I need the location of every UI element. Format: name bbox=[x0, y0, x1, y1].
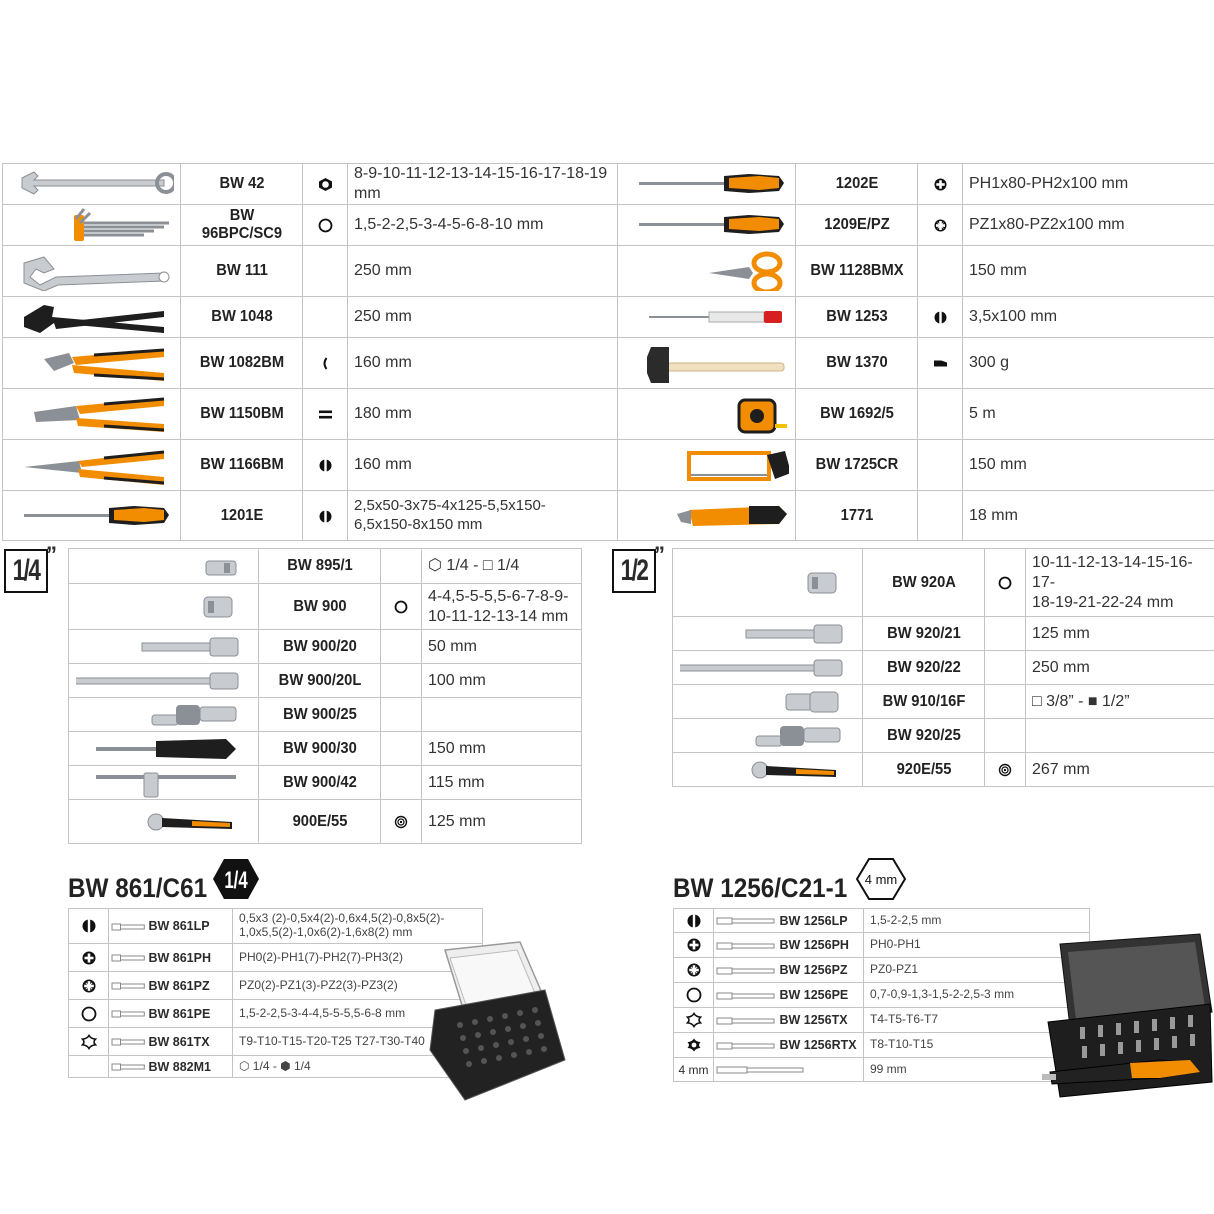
product-spec: 250 mm bbox=[354, 262, 412, 279]
table-row bbox=[673, 549, 1214, 617]
table-row bbox=[69, 732, 582, 766]
product-code: BW 111 bbox=[215, 262, 268, 279]
table-row bbox=[673, 651, 1214, 685]
product-code: BW 920/25 bbox=[886, 726, 961, 744]
product-spec: 0,7-0,9-1,3-1,5-2-2,5-3 mm bbox=[870, 987, 1015, 1002]
phillips-icon bbox=[81, 950, 97, 966]
product-code: BW 861TX bbox=[148, 1034, 210, 1049]
product-spec: 300 g bbox=[969, 354, 1010, 371]
universal-joint-image bbox=[76, 700, 252, 730]
phillips-screwdriver-image bbox=[629, 164, 789, 204]
product-spec: 250 mm bbox=[1032, 658, 1090, 676]
product-code: BW 900/42 bbox=[282, 773, 357, 791]
bit-image bbox=[716, 1016, 776, 1026]
quarter-inch-badge: 1/4 bbox=[4, 549, 48, 593]
product-spec: 267 mm bbox=[1032, 760, 1090, 778]
product-code: BW 861LP bbox=[148, 919, 210, 933]
product-spec: T9-T10-T15-T20-T25 T27-T30-T40 bbox=[239, 1033, 425, 1048]
product-code: BW 861PZ bbox=[148, 978, 210, 993]
bit-image bbox=[716, 916, 776, 926]
table-row bbox=[3, 389, 1214, 440]
bit-holder-image bbox=[716, 1065, 806, 1075]
product-spec: 3,5x100 mm bbox=[969, 308, 1058, 325]
hammer-head-icon bbox=[933, 356, 948, 371]
product-spec: 250 mm bbox=[354, 308, 412, 325]
product-code: BW 96BPC/SC9 bbox=[201, 207, 282, 242]
quarter-drive-table bbox=[68, 548, 582, 844]
table-row bbox=[69, 1056, 483, 1078]
hammer-image bbox=[629, 343, 789, 383]
bit-adapter-image bbox=[76, 551, 252, 581]
product-code: BW 42 bbox=[219, 175, 264, 192]
table-row bbox=[69, 909, 483, 944]
product-spec: 125 mm bbox=[1032, 624, 1090, 642]
product-spec: 8-9-10-11-12-13-14-15-16-17-18-19 mm bbox=[354, 165, 608, 202]
product-spec: 10-11-12-13-14-15-16-17- 18-19-21-22-24 mm bbox=[1032, 553, 1193, 611]
product-code: 900E/55 bbox=[292, 812, 347, 830]
table-row bbox=[3, 205, 1214, 246]
kit-left-title: BW 861/C61 bbox=[68, 873, 208, 903]
ratchet-icon bbox=[998, 763, 1012, 777]
bit-case-image bbox=[425, 940, 575, 1110]
table-row bbox=[69, 664, 582, 698]
spinner-handle-image bbox=[76, 734, 252, 764]
product-code: BW 900 bbox=[292, 597, 347, 615]
table-row bbox=[69, 549, 582, 584]
slotted-icon bbox=[81, 918, 97, 934]
table-row bbox=[674, 933, 1090, 958]
product-spec: PZ0-PZ1 bbox=[870, 962, 919, 977]
table-row bbox=[69, 944, 483, 972]
product-code: BW 1256PH bbox=[779, 938, 849, 952]
product-spec: 150 mm bbox=[969, 262, 1027, 279]
adjustable-wrench-image bbox=[14, 251, 174, 291]
flat-jaw-icon bbox=[318, 407, 333, 422]
table-row bbox=[69, 584, 582, 630]
bit-image bbox=[716, 1041, 776, 1051]
product-spec: ⬡ 1/4 - ⬢ 1/4 bbox=[239, 1058, 311, 1073]
product-spec: 2,5x50-3x75-4x125-5,5x150- 6,5x150-8x150 mm bbox=[354, 496, 546, 533]
product-code: BW 1692/5 bbox=[819, 405, 894, 422]
product-spec: 160 mm bbox=[354, 456, 412, 473]
product-code: BW 900/20 bbox=[282, 637, 357, 655]
product-code: BW 920/21 bbox=[886, 624, 961, 642]
product-code: 1771 bbox=[840, 506, 873, 524]
table-row bbox=[674, 958, 1090, 983]
diagonal-cutters-image bbox=[14, 343, 174, 383]
table-row bbox=[69, 1028, 483, 1056]
circle-icon bbox=[81, 1006, 97, 1022]
bit-image bbox=[111, 981, 145, 991]
utility-knife-image bbox=[629, 496, 789, 536]
t-handle-image bbox=[76, 768, 252, 798]
product-spec: 150 mm bbox=[428, 739, 486, 757]
product-spec: 5 m bbox=[969, 405, 996, 422]
table-row bbox=[69, 766, 582, 800]
bit-image bbox=[716, 966, 776, 976]
cutter-edge-icon bbox=[318, 356, 333, 371]
table-row bbox=[673, 617, 1214, 651]
size-label: 4 mm bbox=[678, 1062, 709, 1077]
product-code: BW 1166BM bbox=[199, 456, 284, 473]
product-code: BW 900/30 bbox=[282, 739, 357, 757]
product-code: BW 1256PE bbox=[779, 988, 849, 1002]
product-code: 1202E bbox=[835, 175, 878, 192]
product-code: BW 1370 bbox=[825, 354, 888, 371]
half-drive-table bbox=[672, 548, 1214, 787]
table-row bbox=[673, 753, 1214, 787]
torx-icon bbox=[686, 1012, 702, 1028]
table-row bbox=[69, 630, 582, 664]
product-spec: 100 mm bbox=[428, 671, 486, 689]
pozidriv-icon bbox=[933, 218, 948, 233]
product-code: BW 861PE bbox=[148, 1006, 211, 1021]
product-code: BW 1256TX bbox=[779, 1013, 848, 1027]
hex-key-set-image bbox=[14, 205, 174, 245]
double-hex-icon bbox=[318, 177, 333, 192]
phillips-icon bbox=[933, 177, 948, 192]
ratchet-icon bbox=[394, 815, 408, 829]
hacksaw-image bbox=[629, 445, 789, 485]
kit-left-table bbox=[68, 908, 483, 1078]
product-spec: PH1x80-PH2x100 mm bbox=[969, 175, 1129, 192]
table-row bbox=[674, 1008, 1090, 1033]
bit-image bbox=[111, 953, 145, 963]
kit-right-table bbox=[673, 908, 1090, 1082]
product-spec: 1,5-2-2,5-3-4-4,5-5-5,5-6-8 mm bbox=[239, 1005, 406, 1020]
product-spec: 1,5-2-2,5-3-4-5-6-8-10 mm bbox=[354, 216, 544, 233]
table-row bbox=[674, 909, 1090, 933]
half-inch-badge: 1/2 bbox=[612, 549, 656, 593]
product-code: BW 1128BMX bbox=[809, 262, 904, 279]
product-code: BW 1253 bbox=[825, 308, 888, 325]
adapter-image bbox=[680, 687, 856, 717]
product-code: BW 1256PZ bbox=[779, 963, 848, 977]
bit-image bbox=[716, 941, 776, 951]
universal-joint-image bbox=[680, 721, 856, 751]
product-spec: 125 mm bbox=[428, 812, 486, 830]
product-code: BW 920A bbox=[891, 573, 956, 591]
long-nose-pliers-image bbox=[14, 445, 174, 485]
product-spec: 180 mm bbox=[354, 405, 412, 422]
product-code: BW 1256RTX bbox=[779, 1038, 857, 1052]
slotted-icon bbox=[318, 509, 333, 524]
phillips-icon bbox=[686, 937, 702, 953]
inch-mark: ” bbox=[46, 542, 57, 567]
circle-icon bbox=[318, 218, 333, 233]
torx-hole-icon bbox=[686, 1037, 702, 1053]
product-spec: 150 mm bbox=[969, 456, 1027, 473]
slotted-icon bbox=[318, 458, 333, 473]
slotted-screwdriver-image bbox=[14, 496, 174, 536]
product-spec: 115 mm bbox=[428, 773, 485, 791]
table-row bbox=[69, 800, 582, 844]
product-code: BW 920/22 bbox=[886, 658, 961, 676]
product-spec: PZ1x80-PZ2x100 mm bbox=[969, 216, 1125, 233]
table-row bbox=[673, 685, 1214, 719]
product-code: BW 1725CR bbox=[815, 456, 898, 473]
table-row bbox=[674, 1033, 1090, 1058]
bit-image bbox=[716, 991, 776, 1001]
scissors-image bbox=[629, 251, 789, 291]
product-code: BW 900/20L bbox=[278, 671, 361, 689]
product-code: BW 1150BM bbox=[199, 405, 284, 422]
kit-right-title: BW 1256/C21-1 bbox=[673, 873, 848, 903]
product-spec: 0,5x3 (2)-0,5x4(2)-0,6x4,5(2)-0,8x5(2)- 1,0x5,5(2)-1,0x6(2)-1,6x8(2) mm bbox=[239, 911, 445, 939]
table-row bbox=[69, 698, 582, 732]
bit-case-image bbox=[1040, 932, 1214, 1102]
product-code: BW 861PH bbox=[148, 950, 212, 965]
slotted-icon bbox=[686, 913, 702, 929]
quarter-inch-hex-badge bbox=[212, 858, 260, 900]
bit-image bbox=[111, 1037, 145, 1047]
socket-image bbox=[680, 568, 856, 598]
product-spec: T8-T10-T15 bbox=[870, 1037, 934, 1052]
table-row bbox=[3, 491, 1214, 541]
circle-icon bbox=[686, 987, 702, 1003]
voltage-tester-image bbox=[629, 297, 789, 337]
table-row bbox=[3, 164, 1214, 205]
long-extension-image bbox=[680, 653, 856, 683]
combination-pliers-image bbox=[14, 394, 174, 434]
water-pump-pliers-image bbox=[14, 297, 174, 337]
pozidriv-screwdriver-image bbox=[629, 205, 789, 245]
product-spec: 18 mm bbox=[969, 506, 1018, 524]
ratchet-image bbox=[76, 807, 252, 837]
bit-image bbox=[111, 1009, 145, 1019]
product-code: 1209E/PZ bbox=[823, 216, 890, 233]
product-spec: PH0-PH1 bbox=[870, 937, 921, 952]
circle-icon bbox=[394, 600, 408, 614]
kit-right-badge: 4 mm bbox=[864, 872, 898, 887]
slotted-icon bbox=[933, 310, 948, 325]
product-code: BW 882M1 bbox=[148, 1059, 212, 1074]
socket-image bbox=[76, 592, 252, 622]
short-extension-image bbox=[680, 619, 856, 649]
product-code: BW 900/25 bbox=[282, 705, 357, 723]
four-mm-hex-badge bbox=[856, 858, 906, 900]
product-spec: 50 mm bbox=[428, 637, 477, 655]
pozidriv-icon bbox=[81, 978, 97, 994]
tape-measure-image bbox=[629, 394, 789, 434]
product-spec: 99 mm bbox=[870, 1061, 907, 1076]
torx-icon bbox=[81, 1034, 97, 1050]
product-spec: ⬡ 1/4 - □ 1/4 bbox=[428, 557, 520, 574]
product-code: BW 1082BM bbox=[199, 354, 284, 371]
table-row bbox=[69, 972, 483, 1000]
product-code: 1201E bbox=[220, 506, 263, 524]
table-row bbox=[3, 338, 1214, 389]
table-row bbox=[3, 440, 1214, 491]
product-code: 920E/55 bbox=[896, 760, 951, 778]
product-spec: 1,5-2-2,5 mm bbox=[870, 912, 942, 927]
bit-image bbox=[111, 1062, 145, 1072]
product-spec: □ 3/8” - ■ 1/2” bbox=[1032, 692, 1130, 710]
pozidriv-icon bbox=[686, 962, 702, 978]
table-row bbox=[674, 983, 1090, 1008]
product-spec: 4-4,5-5-5,5-6-7-8-9- 10-11-12-13-14 mm bbox=[428, 587, 569, 625]
product-code: BW 895/1 bbox=[286, 557, 353, 574]
inch-mark: ” bbox=[654, 542, 665, 567]
short-extension-image bbox=[76, 632, 252, 662]
product-code: BW 1256LP bbox=[779, 913, 848, 928]
product-spec: T4-T5-T6-T7 bbox=[870, 1012, 939, 1027]
table-row bbox=[69, 1000, 483, 1028]
product-spec: PH0(2)-PH1(7)-PH2(7)-PH3(2) bbox=[239, 949, 404, 964]
table-row bbox=[3, 297, 1214, 338]
circle-icon bbox=[998, 576, 1012, 590]
table-row bbox=[674, 1058, 1090, 1082]
long-extension-image bbox=[76, 666, 252, 696]
table-row bbox=[3, 246, 1214, 297]
table-row bbox=[673, 719, 1214, 753]
ratchet-image bbox=[680, 755, 856, 785]
combination-wrench-image bbox=[14, 164, 174, 204]
product-spec: PZ0(2)-PZ1(3)-PZ2(3)-PZ3(2) bbox=[239, 977, 398, 992]
kit-left-badge: 1/4 bbox=[224, 867, 248, 894]
main-tools-table bbox=[2, 163, 1214, 541]
product-code: BW 1048 bbox=[210, 308, 273, 325]
product-code: BW 910/16F bbox=[882, 692, 965, 710]
product-spec: 160 mm bbox=[354, 354, 412, 371]
bit-image bbox=[111, 922, 145, 932]
